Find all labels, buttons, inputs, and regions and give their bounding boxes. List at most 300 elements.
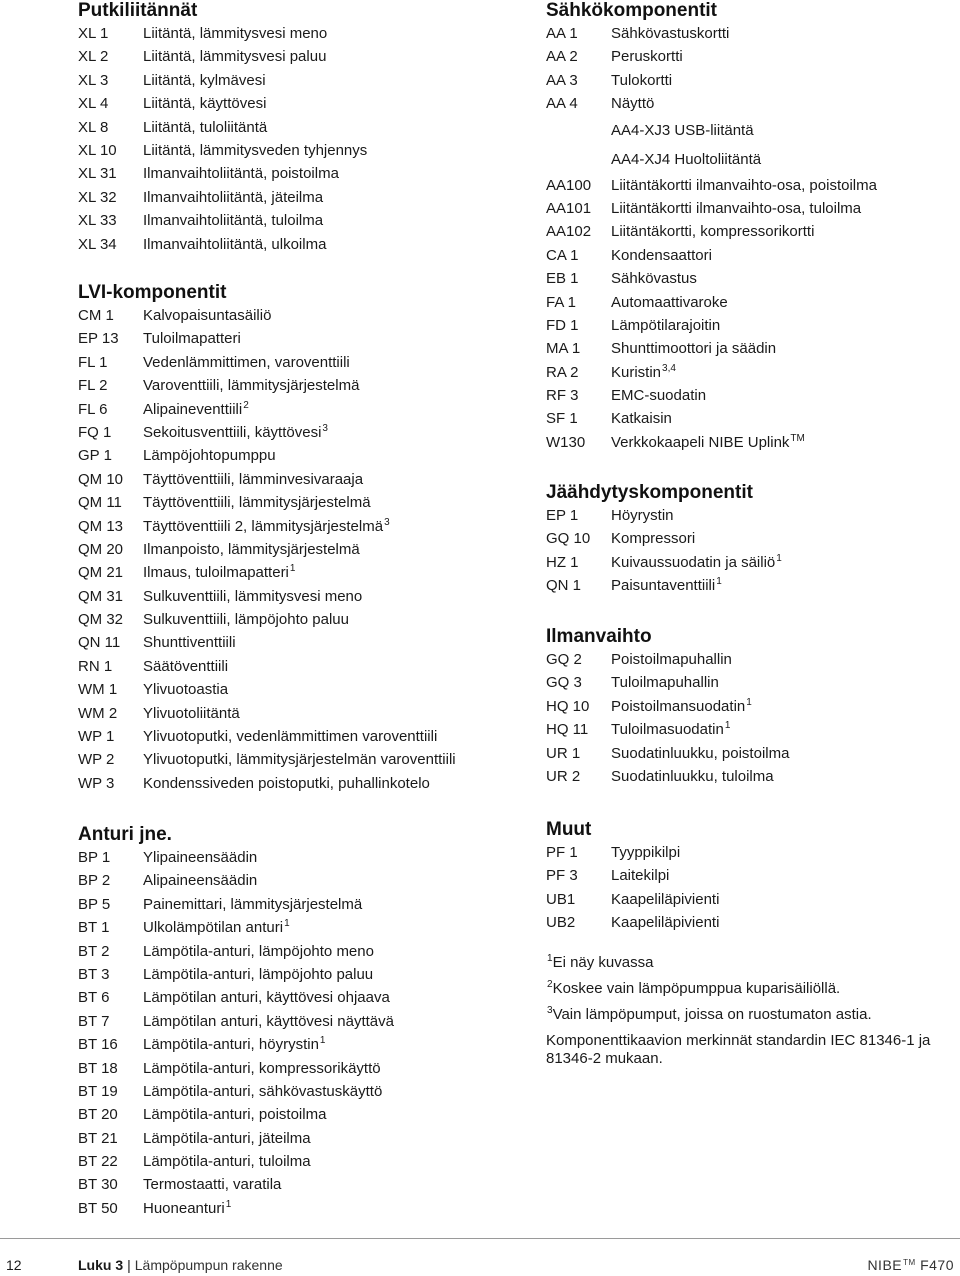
component-row — [78, 398, 249, 421]
component-code: QN 1 — [546, 577, 582, 595]
component-description — [143, 444, 276, 467]
component-code: XL 3 — [78, 71, 109, 89]
component-description — [611, 718, 730, 741]
component-description — [611, 888, 719, 911]
component-code: AA 3 — [546, 71, 578, 89]
component-row — [546, 267, 717, 290]
component-code: FL 2 — [78, 377, 108, 395]
component-row — [546, 911, 720, 934]
component-row — [546, 695, 752, 718]
description-text: Liitäntäkortti ilmanvaihto-osa, tuloilma — [611, 199, 862, 217]
component-code: HZ 1 — [546, 553, 579, 571]
component-row — [78, 304, 272, 327]
chapter-number: Luku 3 — [78, 1257, 124, 1273]
description-text: Ilmanvaihtoliitäntä, jäteilma — [143, 188, 324, 206]
component-row — [78, 1173, 282, 1196]
footnote-marker: 1 — [547, 953, 553, 964]
component-row — [78, 1010, 394, 1033]
component-row — [546, 864, 670, 887]
component-description — [611, 742, 789, 765]
description-text: Liitäntä, lämmitysvesi paluu — [143, 48, 327, 66]
component-row — [546, 407, 717, 430]
description-text: Poistoilmapuhallin — [611, 651, 732, 668]
component-description — [143, 893, 362, 916]
footnote-ref: 3 — [322, 422, 328, 434]
footnote-ref: 1 — [724, 720, 731, 732]
description-text: Lämpötila-anturi, kompressorikäyttö — [143, 1059, 381, 1077]
component-description — [611, 116, 754, 145]
section-ilmanvaihto — [546, 626, 790, 788]
component-code: EB 1 — [546, 270, 579, 288]
component-description — [143, 561, 295, 584]
component-row — [78, 772, 430, 795]
component-row — [546, 291, 728, 314]
component-description — [143, 1150, 311, 1173]
component-code: BT 16 — [78, 1036, 118, 1054]
component-list — [546, 648, 790, 788]
component-code: UB2 — [546, 914, 576, 932]
component-description — [611, 361, 676, 384]
component-code: SF 1 — [546, 410, 578, 428]
component-row — [78, 963, 374, 986]
component-row — [546, 69, 717, 92]
component-code: W130 — [546, 433, 586, 451]
component-row — [546, 504, 753, 527]
section-muut — [546, 819, 720, 935]
component-code: MA 1 — [546, 340, 581, 358]
component-code: BP 2 — [78, 872, 111, 890]
component-description — [611, 92, 654, 115]
description-text: Ilmanvaihtoliitäntä, ulkoilma — [143, 235, 327, 253]
description-text: Lämpötila-anturi, poistoilma — [143, 1106, 327, 1124]
component-description — [611, 407, 672, 430]
component-description — [611, 291, 728, 314]
component-code: WM 2 — [78, 704, 118, 722]
description-text: Näyttö — [611, 95, 655, 113]
description-text: Vedenlämmittimen, varoventtiili — [143, 353, 350, 371]
component-code: WP 1 — [78, 728, 115, 746]
description-text: Ilmanvaihtoliitäntä, poistoilma — [143, 165, 339, 183]
component-code: UR 1 — [546, 744, 581, 762]
description-text: Paisuntaventtiili — [611, 577, 716, 595]
component-list — [78, 846, 394, 1220]
description-text: Ylipaineensäädin — [143, 849, 258, 866]
description-text: Tuloilmapatteri — [143, 330, 241, 348]
description-text: Liitäntä, tuloliitäntä — [143, 118, 268, 136]
component-code: XL 10 — [78, 141, 117, 159]
component-row — [78, 655, 229, 678]
description-text: Täyttöventtiili, lämminvesivaraaja — [143, 470, 364, 488]
component-code: FD 1 — [546, 316, 579, 334]
component-description — [143, 655, 228, 678]
component-code: XL 2 — [78, 48, 109, 66]
component-row — [78, 327, 241, 350]
description-text: Ulkolämpötilan anturi — [143, 919, 284, 937]
component-row — [78, 631, 236, 654]
component-row — [78, 608, 349, 631]
component-description — [143, 538, 360, 561]
component-code: UB1 — [546, 890, 576, 908]
description-text: Kondensaattori — [611, 246, 712, 264]
component-description — [143, 45, 326, 68]
component-description — [143, 916, 290, 939]
component-code: BT 19 — [78, 1082, 118, 1100]
component-row — [546, 337, 777, 360]
component-code: BT 20 — [78, 1106, 118, 1124]
component-row — [78, 702, 240, 725]
component-description — [611, 574, 722, 597]
description-text: Lämpötila-anturi, höyrystin — [143, 1036, 319, 1054]
component-row — [78, 1080, 383, 1103]
component-code: UR 2 — [546, 767, 581, 785]
component-row — [78, 1057, 381, 1080]
description-text: Katkaisin — [611, 410, 672, 428]
component-code: FL 6 — [78, 400, 108, 418]
component-code: XL 4 — [78, 95, 109, 113]
component-row — [78, 585, 363, 608]
component-row — [78, 869, 258, 892]
component-description — [143, 116, 267, 139]
page-number: 12 — [6, 1257, 22, 1273]
component-row — [78, 748, 456, 771]
component-code: RF 3 — [546, 387, 579, 405]
description-text: Alipaineensäädin — [143, 872, 258, 890]
component-code: BT 2 — [78, 942, 110, 960]
component-description — [611, 695, 752, 718]
description-text: Verkkokaapeli NIBE Uplink — [611, 433, 790, 451]
component-description — [143, 1080, 382, 1103]
component-code: BT 1 — [78, 919, 110, 937]
component-row — [78, 186, 324, 209]
component-code: BT 18 — [78, 1059, 118, 1077]
component-code: WM 1 — [78, 681, 118, 699]
description-text: Sähkövastuskortti — [611, 25, 730, 42]
description-text: Tuloilmasuodatin — [611, 721, 724, 739]
component-code: XL 32 — [78, 188, 117, 206]
component-description — [143, 233, 326, 256]
component-row — [546, 116, 754, 145]
component-description — [143, 162, 339, 185]
component-description — [143, 69, 266, 92]
component-code: GQ 3 — [546, 674, 582, 692]
footnote-ref: 3,4 — [662, 362, 676, 374]
component-code: QN 11 — [78, 634, 121, 652]
footnote-ref: 1 — [746, 696, 752, 708]
chapter-title: Lämpöpumpun rakenne — [134, 1257, 283, 1273]
footnote-ref: 1 — [319, 1035, 326, 1047]
component-row — [546, 384, 717, 407]
description-text: Lämpötila-anturi, jäteilma — [143, 1129, 311, 1147]
description-text: Liitäntäkortti, kompressorikortti — [611, 223, 815, 241]
description-text: Kalvopaisuntasäiliö — [143, 307, 272, 324]
component-description — [611, 431, 805, 454]
description-text: Ilmanvaihtoliitäntä, tuloilma — [143, 212, 324, 230]
component-row — [78, 92, 267, 115]
description-text: Ylivuotoastia — [143, 681, 229, 699]
component-code: WP 3 — [78, 774, 115, 792]
description-text: Täyttöventtiili, lämmitysjärjestelmä — [143, 494, 371, 512]
component-code: QM 13 — [78, 517, 124, 535]
standard-note — [546, 1032, 960, 1068]
footnotes — [546, 954, 960, 1072]
standard-note-text: Komponenttikaavion merkinnät standardin IEC 81346-1 ja 81346-2 mukaan. — [546, 1032, 931, 1067]
component-row — [546, 220, 815, 243]
section-title: Ilmanvaihto — [546, 626, 652, 647]
description-text: Tulokortti — [611, 71, 673, 89]
component-code: BP 1 — [78, 849, 111, 866]
description-text: Ilmaus, tuloilmapatteri — [143, 564, 289, 582]
component-description — [143, 92, 266, 115]
component-code: EP 1 — [546, 507, 579, 524]
component-row — [546, 174, 877, 197]
component-code: AA102 — [546, 223, 592, 241]
component-description — [143, 678, 228, 701]
component-code: XL 31 — [78, 165, 117, 183]
component-row — [78, 209, 324, 232]
component-code: CM 1 — [78, 307, 114, 324]
footnote-text: Vain lämpöpumput, joissa on ruostumaton astia. — [552, 1006, 872, 1023]
component-code: HQ 10 — [546, 697, 590, 715]
footnote-ref: TM — [790, 432, 805, 444]
component-code: BT 50 — [78, 1199, 118, 1217]
component-row — [546, 551, 782, 574]
component-description — [143, 374, 359, 397]
description-text: Alipaineventtiili — [143, 400, 243, 418]
component-description — [143, 940, 374, 963]
description-text: Ylivuotoputki, vedenlämmittimen varoventtiili — [143, 728, 438, 746]
component-row — [78, 116, 268, 139]
component-code: RN 1 — [78, 657, 113, 675]
component-description — [611, 648, 732, 671]
component-list — [78, 22, 368, 256]
component-row — [78, 162, 339, 185]
description-text: Shunttiventtiili — [143, 634, 236, 652]
component-description — [143, 304, 271, 327]
component-code: XL 34 — [78, 235, 117, 253]
component-description — [143, 139, 367, 162]
section-jaahdytyskomponentit — [546, 482, 782, 598]
footnote-ref: 3 — [384, 516, 390, 528]
component-row — [78, 444, 276, 467]
component-row — [78, 69, 266, 92]
component-description — [143, 1173, 281, 1196]
description-text: Tuloilmapuhallin — [611, 674, 719, 692]
component-row — [78, 893, 363, 916]
footnote-text: Koskee vain lämpöpumppua kuparisäiliöllä. — [552, 980, 841, 997]
component-code: WP 2 — [78, 751, 115, 769]
component-description — [611, 197, 861, 220]
footnote-ref: 2 — [243, 399, 249, 411]
component-description — [143, 491, 371, 514]
component-description — [143, 631, 236, 654]
description-text: Lämpöjohtopumppu — [143, 447, 276, 465]
component-row — [546, 574, 753, 597]
component-row — [546, 718, 731, 741]
description-text: EMC-suodatin — [611, 387, 707, 405]
footnote-ref: 1 — [776, 552, 782, 564]
description-text: Höyrystin — [611, 507, 674, 524]
component-description — [611, 864, 669, 887]
chapter-separator: | — [127, 1257, 131, 1273]
description-text: Liitäntäkortti ilmanvaihto-osa, poistoilma — [611, 176, 877, 194]
component-row — [546, 841, 681, 864]
component-description — [611, 220, 814, 243]
description-text: Lämpötilan anturi, käyttövesi ohjaava — [143, 989, 390, 1007]
component-row — [78, 374, 360, 397]
description-text: Säätöventtiili — [143, 657, 229, 675]
section-title: Anturi jne. — [78, 824, 172, 845]
description-text: Liitäntä, kylmävesi — [143, 71, 266, 89]
description-text: Liitäntä, lämmitysvesi meno — [143, 25, 328, 42]
component-description — [611, 337, 776, 360]
description-text: Kuivaussuodatin ja säiliö — [611, 553, 776, 571]
section-sahkokomponentit — [546, 0, 877, 454]
component-list — [546, 841, 720, 935]
component-description — [611, 314, 720, 337]
component-description — [143, 1010, 394, 1033]
component-description — [143, 421, 328, 444]
component-description — [611, 244, 712, 267]
description-text: Liitäntä, lämmitysveden tyhjennys — [143, 141, 368, 159]
description-text: Ilmanpoisto, lämmitysjärjestelmä — [143, 540, 360, 558]
description-text: Huoneanturi — [143, 1199, 225, 1217]
component-description — [143, 1057, 381, 1080]
footer-divider — [0, 1238, 960, 1239]
section-title: Putkiliitännät — [78, 0, 198, 21]
section-title: Muut — [546, 819, 592, 840]
component-code: CA 1 — [546, 246, 579, 264]
component-code: AA101 — [546, 199, 592, 217]
chapter-label — [78, 1256, 283, 1274]
footnote-marker: 3 — [547, 1005, 553, 1016]
component-row — [546, 92, 717, 115]
description-text: Sähkövastus — [611, 270, 697, 288]
component-code: XL 1 — [78, 25, 109, 42]
component-row — [546, 361, 717, 384]
footnote-ref: 1 — [284, 918, 290, 930]
footnote-ref: 1 — [289, 563, 296, 575]
section-lvi-komponentit — [78, 282, 456, 795]
component-row — [78, 233, 327, 256]
component-row — [546, 22, 730, 45]
component-row — [78, 421, 328, 444]
component-code: BT 7 — [78, 1012, 110, 1030]
component-code: EP 13 — [78, 330, 119, 348]
component-description — [611, 174, 877, 197]
footnote-ref: 1 — [225, 1198, 232, 1210]
brand-trademark: TM — [903, 1258, 916, 1267]
section-putkiliitannat — [78, 0, 368, 256]
description-text: Sulkuventtiili, lämpöjohto paluu — [143, 611, 349, 629]
component-code: QM 11 — [78, 494, 122, 512]
description-text: Kaapeliläpivienti — [611, 890, 720, 908]
component-description — [611, 45, 683, 68]
component-list — [546, 504, 782, 598]
footnote-2 — [546, 980, 960, 998]
component-code: QM 10 — [78, 470, 124, 488]
component-code: QM 32 — [78, 611, 124, 629]
description-text: AA4-XJ3 USB-liitäntä — [611, 121, 754, 139]
description-text: Lämpötila-anturi, sähkövastuskäyttö — [143, 1082, 383, 1100]
component-row — [546, 45, 717, 68]
description-text: Kuristin — [611, 363, 662, 381]
component-row — [78, 45, 327, 68]
description-text: Kompressori — [611, 530, 696, 548]
component-code: PF 1 — [546, 844, 578, 861]
component-row — [78, 139, 368, 162]
component-description — [143, 209, 323, 232]
component-row — [546, 671, 719, 694]
component-row — [78, 1103, 327, 1126]
description-text: Kaapeliläpivienti — [611, 914, 720, 932]
model-name: F470 — [920, 1257, 954, 1273]
component-description — [611, 267, 697, 290]
component-description — [611, 765, 774, 788]
component-row — [78, 515, 390, 538]
description-text: Täyttöventtiili 2, lämmitysjärjestelmä — [143, 517, 384, 535]
component-description — [143, 869, 257, 892]
component-row — [546, 431, 805, 454]
component-row — [78, 1127, 311, 1150]
component-description — [611, 911, 719, 934]
component-code: QM 31 — [78, 587, 124, 605]
section-title: Jäähdytyskomponentit — [546, 482, 753, 503]
component-code: QM 20 — [78, 540, 124, 558]
component-row — [78, 1197, 232, 1220]
brand-name: NIBE — [867, 1257, 903, 1273]
footnote-1 — [546, 954, 960, 972]
description-text: Painemittari, lämmitysjärjestelmä — [143, 895, 363, 913]
component-row — [78, 468, 364, 491]
component-code: BT 22 — [78, 1153, 118, 1171]
component-description — [143, 608, 349, 631]
component-code: AA 2 — [546, 48, 578, 66]
component-description — [143, 963, 373, 986]
component-code: PF 3 — [546, 867, 578, 885]
component-description — [611, 145, 761, 174]
component-row — [546, 244, 717, 267]
component-description — [143, 702, 240, 725]
component-description — [611, 384, 706, 407]
component-code: RA 2 — [546, 363, 579, 381]
component-row — [78, 678, 229, 701]
component-description — [143, 725, 437, 748]
component-row — [78, 846, 258, 869]
component-description — [611, 504, 674, 527]
component-code: AA 4 — [546, 95, 578, 113]
component-row — [546, 648, 732, 671]
description-text: Kondenssiveden poistoputki, puhallinkotelo — [143, 774, 430, 792]
component-code: BT 21 — [78, 1129, 118, 1147]
component-row — [78, 986, 390, 1009]
footnote-text: Ei näy kuvassa — [552, 954, 654, 971]
component-list — [546, 22, 877, 454]
description-text: Suodatinluukku, tuloilma — [611, 767, 774, 785]
component-code: FL 1 — [78, 353, 108, 371]
description-text: Suodatinluukku, poistoilma — [611, 744, 790, 762]
component-row — [546, 145, 762, 174]
footnote-3 — [546, 1006, 960, 1024]
component-row — [78, 1150, 311, 1173]
description-text: Laitekilpi — [611, 867, 670, 885]
component-code: BP 5 — [78, 895, 111, 913]
description-text: Termostaatti, varatila — [143, 1176, 282, 1194]
component-row — [78, 538, 360, 561]
description-text: Ylivuotoputki, lämmitysjärjestelmän varoventtiili — [143, 751, 456, 769]
description-text: Lämpötila-anturi, lämpöjohto meno — [143, 942, 374, 960]
component-description — [143, 1127, 311, 1150]
component-description — [611, 671, 719, 694]
